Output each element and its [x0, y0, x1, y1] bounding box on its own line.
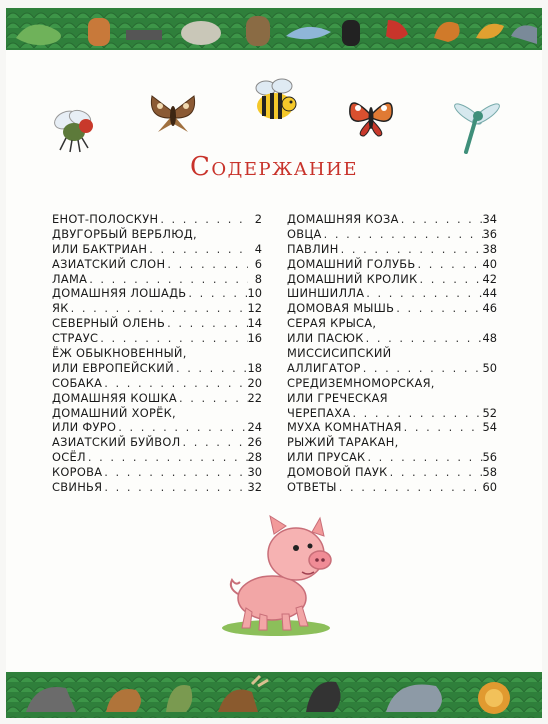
toc-entry-page: 50 — [482, 360, 497, 375]
toc-entry-title: ИЛИ ГРЕЧЕСКАЯ — [287, 390, 388, 405]
toc-entry-page: 46 — [482, 301, 497, 316]
toc-entry-title: ЛАМА — [52, 271, 88, 286]
toc-entry-title: ОТВЕТЫ — [287, 480, 337, 495]
toc-entry-page: 4 — [254, 241, 262, 256]
toc-entry-page: 18 — [247, 360, 262, 375]
toc-right-column — [287, 212, 497, 495]
toc-entry — [52, 242, 262, 257]
toc-entry-page: 30 — [247, 465, 262, 480]
toc-entry-title: ИЛИ ЕВРОПЕЙСКИЙ — [52, 360, 174, 375]
toc-entry-title: МИССИСИПСКИЙ — [287, 346, 392, 361]
toc-entry-page: 40 — [482, 256, 497, 271]
toc-entry-page: 10 — [247, 286, 262, 301]
toc-entry — [287, 286, 497, 301]
toc-entry-title: АЗИАТСКИЙ СЛОН — [52, 256, 166, 271]
toc-entry-title: ОВЦА — [287, 226, 322, 241]
toc-entry-title: КОРОВА — [52, 465, 103, 480]
toc-entry-page: 38 — [482, 241, 497, 256]
toc-entry — [52, 465, 262, 480]
butterfly-icon — [344, 92, 398, 140]
toc-entry-title: СЕРАЯ КРЫСА, — [287, 316, 377, 331]
toc-entry-title: ИЛИ ПАСЮК — [287, 331, 364, 346]
toc-entry — [287, 450, 497, 465]
toc-entry — [52, 316, 262, 331]
toc-entry-page: 2 — [254, 212, 262, 226]
toc-entry-title: ДОМАШНИЙ ХОРЁК, — [52, 405, 176, 420]
toc-entry-title: ОСЁЛ — [52, 450, 86, 465]
toc-entry-title: ЁЖ ОБЫКНОВЕННЫЙ, — [52, 346, 187, 361]
toc-entry-title: ИЛИ ПРУСАК — [287, 450, 366, 465]
toc-entry — [287, 272, 497, 287]
bottom-animal-border — [6, 672, 542, 718]
toc-entry-title: ДОМАШНЯЯ ЛОШАДЬ — [52, 286, 187, 301]
toc-entry-page: 6 — [254, 256, 262, 271]
toc-entry-page: 32 — [247, 480, 262, 495]
toc-entry-title: АЛЛИГАТОР — [287, 360, 361, 375]
toc-entry-title: СРЕДИЗЕМНОМОРСКАЯ, — [287, 375, 435, 390]
bee-icon — [250, 76, 300, 124]
toc-entry-page: 26 — [247, 435, 262, 450]
toc-entry-title: ШИНШИЛЛА — [287, 286, 365, 301]
toc-entry — [52, 376, 262, 391]
toc-entry — [287, 376, 497, 391]
toc-entry — [287, 480, 497, 495]
toc-entry — [287, 301, 497, 316]
toc-entry — [287, 212, 497, 227]
toc-entry — [52, 272, 262, 287]
toc-entry-page: 44 — [482, 286, 497, 301]
toc-entry-title: ДОМАШНЯЯ КОШКА — [52, 390, 177, 405]
toc-entry — [52, 212, 262, 227]
toc-entry-page: 20 — [247, 375, 262, 390]
toc-entry-title: АЗИАТСКИЙ БУЙВОЛ — [52, 435, 181, 450]
toc-entry — [52, 257, 262, 272]
dragonfly-icon — [448, 100, 504, 156]
page-title: Содержание — [190, 152, 358, 182]
toc-entry — [287, 257, 497, 272]
toc-entry-page: 12 — [247, 301, 262, 316]
toc-entry — [52, 227, 262, 242]
toc-entry — [287, 331, 497, 346]
toc-entry — [52, 331, 262, 346]
toc-entry — [287, 435, 497, 450]
toc-entry-title: ИЛИ ФУРО — [52, 420, 117, 435]
toc-entry — [52, 361, 262, 376]
toc-entry-title: МУХА КОМНАТНАЯ — [287, 420, 402, 435]
toc-entry — [52, 391, 262, 406]
toc-entry-title: РЫЖИЙ ТАРАКАН, — [287, 435, 399, 450]
top-animal-border — [6, 8, 542, 50]
toc-entry-page: 28 — [247, 450, 262, 465]
toc-entry-page: 42 — [482, 271, 497, 286]
toc-entry-title: СВИНЬЯ — [52, 480, 103, 495]
toc-entry — [287, 316, 497, 331]
toc-entry-title: ДОМОВОЙ ПАУК — [287, 465, 388, 480]
toc-entry — [52, 480, 262, 495]
toc-entry-page: 48 — [482, 331, 497, 346]
toc-entry-title: ПАВЛИН — [287, 241, 339, 256]
toc-entry-page: 60 — [482, 480, 497, 495]
toc-entry-page: 34 — [482, 212, 497, 226]
toc-entry-title: ДОМАШНИЙ ГОЛУБЬ — [287, 256, 416, 271]
toc-left-column — [52, 212, 262, 495]
toc-entry-page: 22 — [247, 390, 262, 405]
toc-entry — [52, 420, 262, 435]
toc-entry — [52, 406, 262, 421]
toc-entry-page: 16 — [247, 331, 262, 346]
toc-entry — [287, 465, 497, 480]
toc-entry-title: ЯК — [52, 301, 69, 316]
toc-entry — [287, 227, 497, 242]
toc-entry — [287, 242, 497, 257]
toc-entry — [287, 406, 497, 421]
toc-entry — [287, 420, 497, 435]
toc-entry-title: ЧЕРЕПАХА — [287, 405, 351, 420]
toc-entry-title: ДОМОВАЯ МЫШЬ — [287, 301, 395, 316]
toc-entry-title: ДОМАШНЯЯ КОЗА — [287, 212, 399, 226]
toc-entry-page: 58 — [482, 465, 497, 480]
toc-entry-title: ДОМАШНИЙ КРОЛИК — [287, 271, 418, 286]
toc-entry-page: 24 — [247, 420, 262, 435]
toc-entry-page: 56 — [482, 450, 497, 465]
toc-entry-page: 52 — [482, 405, 497, 420]
toc-entry-title: СЕВЕРНЫЙ ОЛЕНЬ — [52, 316, 166, 331]
toc-entry-title: ЕНОТ-ПОЛОСКУН — [52, 212, 159, 226]
toc-entry — [52, 346, 262, 361]
toc-entry-title: СОБАКА — [52, 375, 103, 390]
toc-entry — [52, 450, 262, 465]
toc-entry-page: 36 — [482, 226, 497, 241]
pig-illustration — [216, 510, 346, 640]
toc-entry-title: ДВУГОРБЫЙ ВЕРБЛЮД, — [52, 226, 197, 241]
toc-entry-title: СТРАУС — [52, 331, 99, 346]
toc-entry-page: 8 — [254, 271, 262, 286]
toc-entry-title: ИЛИ БАКТРИАН — [52, 241, 148, 256]
toc-entry — [52, 435, 262, 450]
toc-entry-page: 14 — [247, 316, 262, 331]
toc-entry-page: 54 — [482, 420, 497, 435]
toc-entry — [52, 286, 262, 301]
toc-entry — [287, 391, 497, 406]
toc-entry — [52, 301, 262, 316]
moth-icon — [146, 88, 200, 138]
toc-entry — [287, 361, 497, 376]
toc-entry — [287, 346, 497, 361]
fly-icon — [46, 104, 102, 156]
